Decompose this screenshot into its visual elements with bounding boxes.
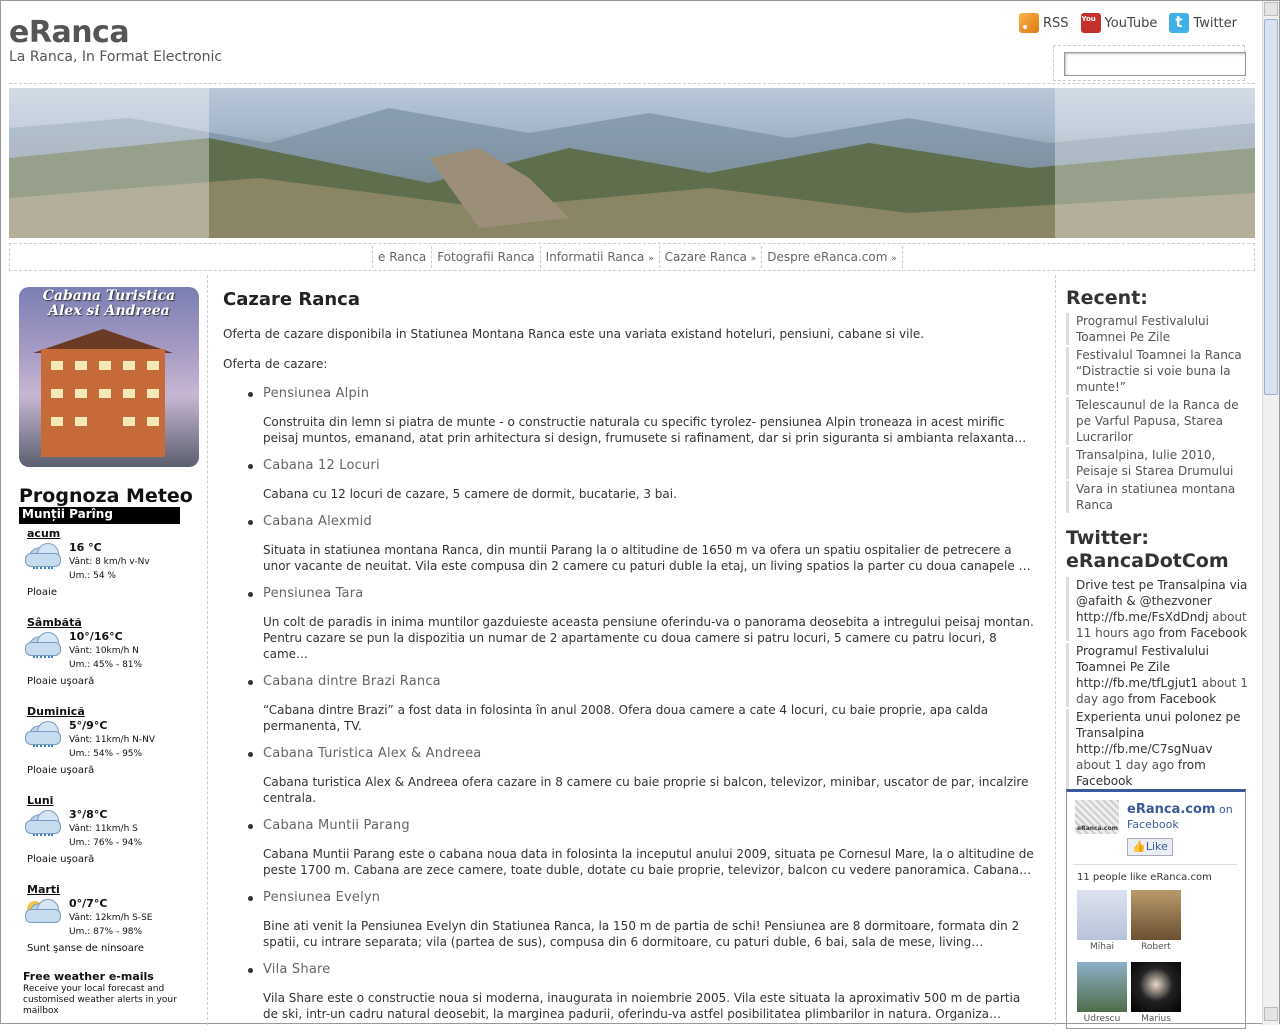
nav-item-cazare[interactable]: Cazare Ranca » xyxy=(659,246,762,268)
offer-description: Bine ati venit la Pensiunea Evelyn din Statiunea Ranca, la 150 m de partia de schi! Pensiunea are 8 dormitoare, formata din 2 spatii, cu intrare separata; vila (partea de sus), compusa din 6 dormitoare, cu paturi duble, 6 bai, sala de mese, living… xyxy=(263,919,1020,949)
youtube-icon xyxy=(1081,13,1101,33)
nav-item-despre[interactable]: Despre eRanca.com » xyxy=(761,246,903,268)
weather-day-link[interactable]: Sâmbătă xyxy=(27,616,82,629)
weather-humidity: Um.: 76% - 94% xyxy=(69,838,143,848)
list-item xyxy=(263,818,1043,878)
tweet: Programul Festivalului Toamnei Pe Zile http://fb.me/tfLgjut1 about 1 day ago from Facebook xyxy=(1066,643,1250,707)
recent-post-link[interactable]: Transalpina, Iulie 2010, Peisaje si Starea Drumului xyxy=(1066,447,1246,479)
list-item xyxy=(263,674,1043,734)
recent-title: Recent: xyxy=(1066,287,1148,309)
avatar xyxy=(1077,962,1127,1012)
offer-link[interactable]: Cabana 12 Locuri xyxy=(263,458,380,473)
weather-description: Ploaie uşoară xyxy=(27,676,95,687)
offer-description: “Cabana dintre Brazi” a fost data in folosinta în anul 2008. Ofera doua camere a cate 4 locuri, cu baie proprie, apa calda permanenta, TV. xyxy=(263,703,989,733)
banner-fade-left xyxy=(9,88,209,238)
header-banner-image xyxy=(9,88,1255,238)
scroll-thumb[interactable] xyxy=(1264,19,1278,395)
youtube-label: YouTube xyxy=(1104,15,1158,31)
weather-day-link[interactable]: Luni xyxy=(27,794,54,807)
offer-description: Construita din lemn si piatra de munte - o constructie naturala cu specific tyrolez- pensiunea Alpin troneaza in acest mirific peisaj muntos, emanand, atat prin arhitectura si design, frumusete si rafinament, dar si prin siguranta si ambianta relaxanta… xyxy=(263,415,1027,445)
weather-description: Sunt şanse de ninsoare xyxy=(27,943,144,954)
weather-region: Munții Parîng xyxy=(19,507,180,524)
weather-humidity: Um.: 54 % xyxy=(69,571,116,581)
facebook-link[interactable]: Facebook xyxy=(1127,818,1179,831)
offer-description: Cabana turistica Alex & Andreea ofera cazare in 8 camere cu baie proprie si balcon, televizor, minibar, uscator de par, incalzire centrala. xyxy=(263,775,1029,805)
snow-cloud-icon xyxy=(23,899,61,927)
thumbs-up-icon: 👍 xyxy=(1132,840,1146,853)
facebook-fan[interactable]: Robert xyxy=(1131,890,1181,940)
offer-description: Un colt de paradis in inima muntilor gazduieste aceasta pensiune oferindu-va o panorama deosebita a intregului peisaj montan. Pentru cazare se pun la dispozitia un numar de 2 apartamente cu doua camere si patru locuri, 5 camere cu patru locuri, 8 came… xyxy=(263,615,1034,661)
weather-day-link[interactable]: acum xyxy=(27,527,61,540)
weather-temp: 10°/16°C xyxy=(69,630,123,643)
tweet-text[interactable]: Experienta unui polonez pe Transalpina http://fb.me/C7sgNuav xyxy=(1076,710,1241,756)
recent-posts-list xyxy=(1066,313,1246,515)
weather-humidity: Um.: 54% - 95% xyxy=(69,749,143,759)
recent-post-link[interactable]: Festivalul Toamnei la Ranca “Distractie si voie buna la munte!” xyxy=(1066,347,1246,395)
weather-emails-text: Receive your local forecast and customised weather alerts in your mailbox xyxy=(23,984,177,1016)
weather-temp: 16 °C xyxy=(69,541,102,554)
scroll-up-button[interactable] xyxy=(1264,2,1278,16)
intro-paragraph-2: Oferta de cazare: xyxy=(223,357,328,371)
weather-temp: 3°/8°C xyxy=(69,808,108,821)
rain-cloud-icon xyxy=(23,632,61,660)
recent-post-link[interactable]: Vara in statiunea montana Ranca xyxy=(1066,481,1246,513)
twitter-link[interactable] xyxy=(1169,13,1237,33)
offer-link[interactable]: Cabana dintre Brazi Ranca xyxy=(263,674,441,689)
rain-cloud-icon xyxy=(23,543,61,571)
banner-fade-right xyxy=(1055,88,1255,238)
social-links xyxy=(1019,13,1237,33)
nav-item-informatii[interactable]: Informatii Ranca » xyxy=(540,246,659,268)
twitter-label: Twitter xyxy=(1193,15,1237,31)
weather-emails-link[interactable]: Free weather e-mails xyxy=(23,970,154,983)
weather-emails-promo xyxy=(23,971,193,1017)
rss-link[interactable] xyxy=(1019,13,1069,33)
search-input[interactable] xyxy=(1064,52,1246,76)
offer-list xyxy=(223,386,1043,1022)
list-item xyxy=(263,890,1043,950)
tweet-text[interactable]: Drive test pe Transalpina via @afaith & @thezvoner http://fb.me/FsXdDndj xyxy=(1076,578,1248,624)
list-item xyxy=(263,458,1043,502)
facebook-page-link[interactable]: eRanca.com xyxy=(1127,802,1216,817)
facebook-like-button[interactable]: 👍Like xyxy=(1127,838,1173,856)
twitter-icon xyxy=(1169,13,1189,33)
weather-description: Ploaie xyxy=(27,587,57,598)
site-title[interactable]: eRanca xyxy=(9,15,130,50)
offer-description: Situata in statiunea montana Ranca, din muntii Parang la o altitudine de 1650 m va ofera un spatiu ospitalier de petrecere a unor vacante de neuitat. Vila este compusa din 2 camere cu paturi duble la etaj, un living spatios la parter cu doua canapele … xyxy=(263,543,1031,573)
site-tagline: La Ranca, In Format Electronic xyxy=(9,49,223,65)
ad-title: Cabana Turistica Alex si Andreea xyxy=(42,288,176,319)
tweet-time-link[interactable]: about 1 day ago xyxy=(1076,676,1248,706)
main-content xyxy=(223,275,1043,1034)
weather-wind: Vânt: 11km/h N-NV xyxy=(69,735,155,745)
tweet-text[interactable]: Programul Festivalului Toamnei Pe Zile http://fb.me/tfLgjut1 xyxy=(1076,644,1209,690)
offer-description: Cabana cu 12 locuri de cazare, 5 camere de dormit, bucatarie, 3 bai. xyxy=(263,487,677,501)
weather-day-link[interactable]: Duminică xyxy=(27,705,85,718)
recent-post-link[interactable]: Programul Festivalului Toamnei Pe Zile xyxy=(1066,313,1246,345)
page-title: Cazare Ranca xyxy=(223,289,360,310)
eranca-logo-icon: eRanca.com xyxy=(1075,800,1119,834)
weather-wind: Vânt: 11km/h S xyxy=(69,824,138,834)
recent-post-link[interactable]: Telescaunul de la Ranca de pe Varful Papusa, Starea Lucrarilor xyxy=(1066,397,1246,445)
rss-label: RSS xyxy=(1043,15,1069,31)
facebook-like-count: 11 people like eRanca.com xyxy=(1077,872,1212,883)
weather-humidity: Um.: 45% - 81% xyxy=(69,660,143,670)
youtube-link[interactable] xyxy=(1081,13,1158,33)
offer-link[interactable]: Pensiunea Alpin xyxy=(263,386,370,401)
offer-link[interactable]: Cabana Turistica Alex & Andreea xyxy=(263,746,482,761)
tweet-list xyxy=(1066,577,1250,791)
nav-item-fotografii[interactable]: Fotografii Ranca xyxy=(431,246,539,268)
weather-wind: Vânt: 12km/h S-SE xyxy=(69,913,153,923)
offer-link[interactable]: Cabana Muntii Parang xyxy=(263,818,410,833)
tweet-source-link[interactable]: Facebook xyxy=(1076,774,1133,788)
site-header xyxy=(1,1,1263,85)
list-item xyxy=(263,386,1043,446)
weather-wind: Vânt: 8 km/h v-Nv xyxy=(69,557,150,567)
offer-link[interactable]: Cabana Alexmid xyxy=(263,514,372,529)
avatar xyxy=(1131,890,1181,940)
list-item xyxy=(263,746,1043,806)
nav-item-e-ranca[interactable]: e Ranca xyxy=(372,246,431,268)
weather-temp: 0°/7°C xyxy=(69,897,108,910)
divider xyxy=(1073,864,1237,865)
weather-humidity: Um.: 87% - 98% xyxy=(69,927,143,937)
tweet: Experienta unui polonez pe Transalpina http://fb.me/C7sgNuav about 1 day ago from Facebook xyxy=(1066,709,1250,789)
intro-paragraph: Oferta de cazare disponibila in Statiunea Montana Ranca este una variata existand hoteluri, pensiuni, cabane si vile. xyxy=(223,327,925,341)
facebook-fan[interactable]: Marius xyxy=(1131,962,1181,1012)
offer-description: Vila Share este o constructie noua si moderna, inaugurata in noiembrie 2005. Vila este situata la aproximativ 500 m de partia de ski, intr-un cadru natural deosebit, la marginea padurii, oferindu-va astfel posibilitatea plimbarilor in natura. Organiza… xyxy=(263,991,1021,1021)
avatar xyxy=(1131,962,1181,1012)
tweet-time-link[interactable]: about 1 day ago xyxy=(1076,758,1175,772)
ad-banner-cabana[interactable] xyxy=(19,287,199,467)
header-divider xyxy=(9,83,1255,84)
list-item xyxy=(263,586,1043,662)
facebook-fan[interactable]: Mihai xyxy=(1077,890,1127,940)
offer-link[interactable]: Pensiunea Evelyn xyxy=(263,890,381,905)
tweet-source-link[interactable]: Facebook xyxy=(1190,626,1247,640)
list-item xyxy=(263,962,1043,1022)
facebook-fan[interactable]: Udrescu xyxy=(1077,962,1127,1012)
facebook-like-box xyxy=(1066,789,1246,1029)
rain-cloud-icon xyxy=(23,721,61,749)
left-sidebar xyxy=(9,275,208,1025)
chevron-down-icon: » xyxy=(891,254,897,264)
twitter-title: Twitter: eRancaDotCom xyxy=(1066,527,1229,572)
offer-link[interactable]: Vila Share xyxy=(263,962,331,977)
rss-icon xyxy=(1019,13,1039,33)
chevron-down-icon: » xyxy=(750,254,757,264)
facebook-page-name: eRanca.com on xyxy=(1127,802,1233,817)
weather-description: Ploaie uşoară xyxy=(27,854,95,865)
right-sidebar xyxy=(1055,275,1256,1025)
scroll-down-button[interactable] xyxy=(1264,1007,1278,1021)
ad-house-image xyxy=(41,349,165,457)
weather-temp: 5°/9°C xyxy=(69,719,108,732)
nav-menu xyxy=(372,246,903,268)
weather-description: Ploaie uşoară xyxy=(27,765,95,776)
weather-title: Prognoza Meteo xyxy=(19,485,193,507)
page-scrollbar[interactable] xyxy=(1262,1,1279,1025)
chevron-down-icon: » xyxy=(648,254,654,264)
main-nav xyxy=(9,243,1255,271)
tweet-source-link[interactable]: Facebook xyxy=(1159,692,1217,706)
rain-cloud-icon xyxy=(23,810,61,838)
offer-link[interactable]: Pensiunea Tara xyxy=(263,586,364,601)
tweet-time-link[interactable]: about 11 hours ago xyxy=(1076,610,1247,640)
search-box xyxy=(1053,45,1245,81)
list-item xyxy=(263,514,1043,574)
avatar xyxy=(1077,890,1127,940)
weather-wind: Vânt: 10km/h N xyxy=(69,646,139,656)
tweet: Drive test pe Transalpina via @afaith & @thezvoner http://fb.me/FsXdDndj about 11 hours ago from Facebook xyxy=(1066,577,1250,641)
offer-description: Cabana Muntii Parang este o cabana noua data in folosinta la inceputul anului 2009, situata pe Cornesul Mare, la o altitudine de peste 1700 m. Cabana are zece camere, toate duble, dotate cu baie proprie, televizor, balcon cu vedere panoramica. Cabana… xyxy=(263,847,1034,877)
weather-day-link[interactable]: Marti xyxy=(27,883,60,896)
